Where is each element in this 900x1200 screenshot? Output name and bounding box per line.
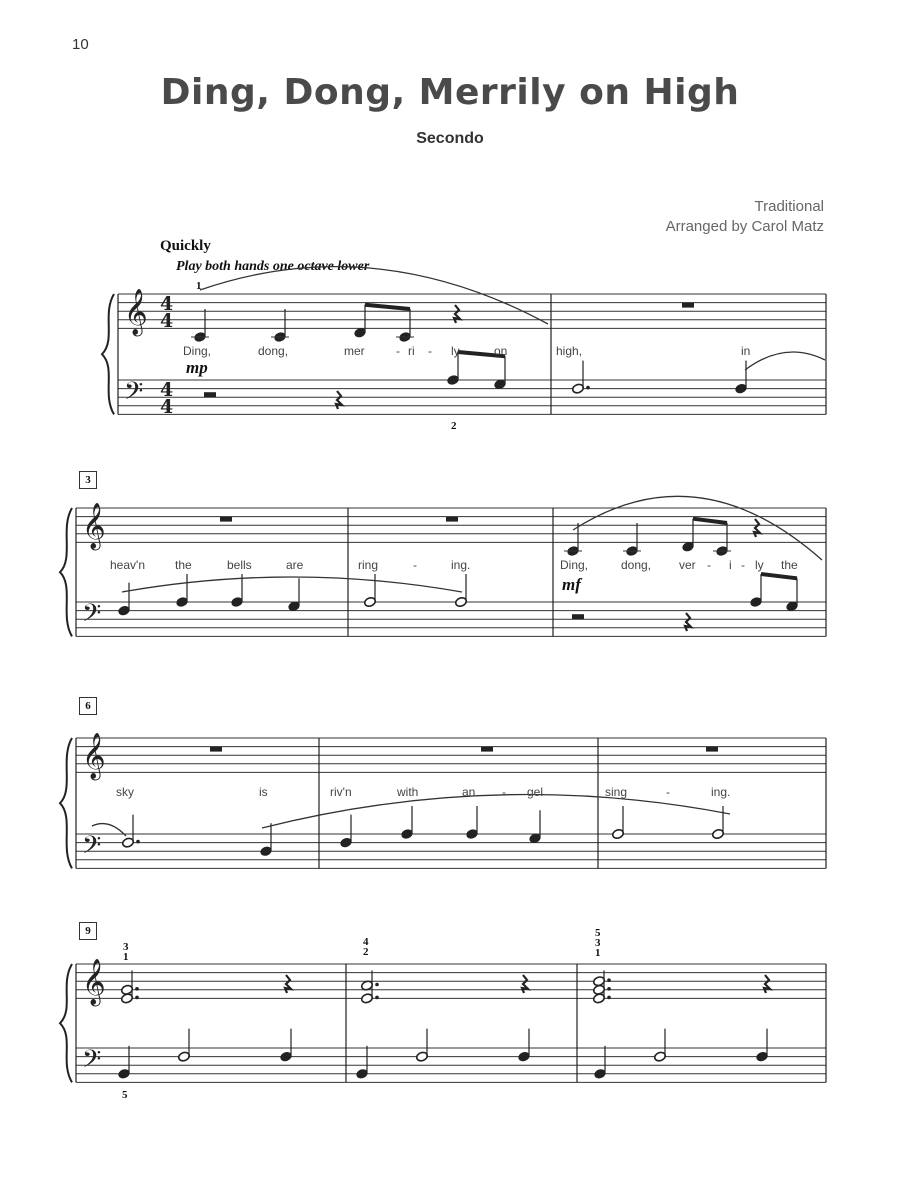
note-dot [375,996,379,1000]
note-dot [607,987,611,991]
lyric-syllable: ing. [711,785,731,799]
whole-rest [706,747,718,752]
lyric-syllable: in [741,344,751,358]
lyric-syllable: Ding, [560,558,589,572]
lyric-syllable: mer [344,344,365,358]
page-number: 10 [72,36,89,53]
measure-number: 9 [79,922,97,940]
whole-rest [446,517,458,522]
performance-instruction: Play both hands one octave lower [176,259,370,274]
time-signature-top: 4 [160,293,174,315]
lyric-syllable: - [502,785,506,799]
beam [693,519,727,523]
lyric-syllable: ly [451,344,460,358]
dynamic-marking: mf [562,575,581,594]
lyric-syllable: gel [527,785,544,799]
lyric-syllable: ing. [451,558,471,572]
dynamic-marking: mp [186,358,208,377]
lyric-syllable: - [707,558,711,572]
lyric-syllable: the [781,558,798,572]
lyric-syllable: sky [116,785,134,799]
composer-credit: Traditional [754,198,824,215]
treble-clef: 𝄞 [82,733,106,779]
fingering: 1 [196,280,202,292]
lyric-syllable: ring [358,558,379,572]
note-dot [135,987,139,991]
slur [122,577,462,592]
measure-number: 3 [79,471,97,489]
lyric-syllable: with [397,785,419,799]
grand-staff-brace [102,294,114,414]
slur [573,496,822,560]
bass-clef: 𝄢 [82,599,102,634]
lyric-syllable: high, [556,344,583,358]
grand-staff-brace [60,964,72,1082]
treble-clef: 𝄞 [82,959,106,1005]
note-dot [586,386,590,390]
fingering: 3 1 [123,941,129,963]
fingering: 5 3 1 [595,927,601,959]
lyric-syllable: Ding, [183,344,212,358]
song-title: Ding, Dong, Merrily on High [160,72,740,113]
fingering: 5 [122,1089,128,1101]
whole-rest [682,303,694,308]
lyric-syllable: on [494,344,508,358]
lyric-syllable: - [428,344,432,358]
lyric-syllable: the [175,558,192,572]
lyric-syllable: an [462,785,476,799]
note-dot [375,983,379,987]
part-subtitle: Secondo [416,130,484,147]
half-rest [572,614,584,619]
beam [761,574,797,578]
lyric-syllable: ver [679,558,696,572]
whole-rest [210,747,222,752]
lyric-syllable: dong, [621,558,652,572]
grand-staff-brace [60,738,72,868]
bass-clef: 𝄢 [82,831,102,866]
lyric-syllable: ri [408,344,415,358]
lyric-syllable: - [666,785,670,799]
note-dot [135,996,139,1000]
bass-clef: 𝄢 [124,377,144,412]
treble-clef: 𝄞 [124,289,148,335]
note-dot [607,978,611,982]
arranger-credit: Arranged by Carol Matz [665,218,824,235]
bass-clef: 𝄢 [82,1045,102,1080]
beam [365,305,410,309]
treble-clef: 𝄞 [82,503,106,549]
lyric-syllable: - [413,558,417,572]
lyric-syllable: i [729,558,732,572]
time-signature-bottom: 4 [160,396,174,418]
fingering: 2 [451,420,457,432]
time-signature-bottom: 4 [160,310,174,332]
lyric-syllable: bells [227,558,252,572]
slur [745,352,825,370]
lyric-syllable: dong, [258,344,289,358]
lyric-syllable: ly [755,558,764,572]
grand-staff-brace [60,508,72,636]
lyric-syllable: riv'n [330,785,352,799]
note-dot [136,840,140,844]
half-rest [204,392,216,397]
slur [200,267,548,324]
tempo-marking: Quickly [160,238,211,254]
whole-rest [481,747,493,752]
lyric-syllable: heav'n [110,558,145,572]
lyric-syllable: is [259,785,268,799]
lyric-syllable: sing [605,785,628,799]
lyric-syllable: - [741,558,745,572]
lyric-syllable: - [396,344,400,358]
time-signature-top: 4 [160,379,174,401]
measure-number: 6 [79,697,97,715]
note-dot [607,996,611,1000]
fingering: 4 2 [363,936,369,958]
lyric-syllable: are [286,558,304,572]
whole-rest [220,517,232,522]
slur [262,795,730,828]
